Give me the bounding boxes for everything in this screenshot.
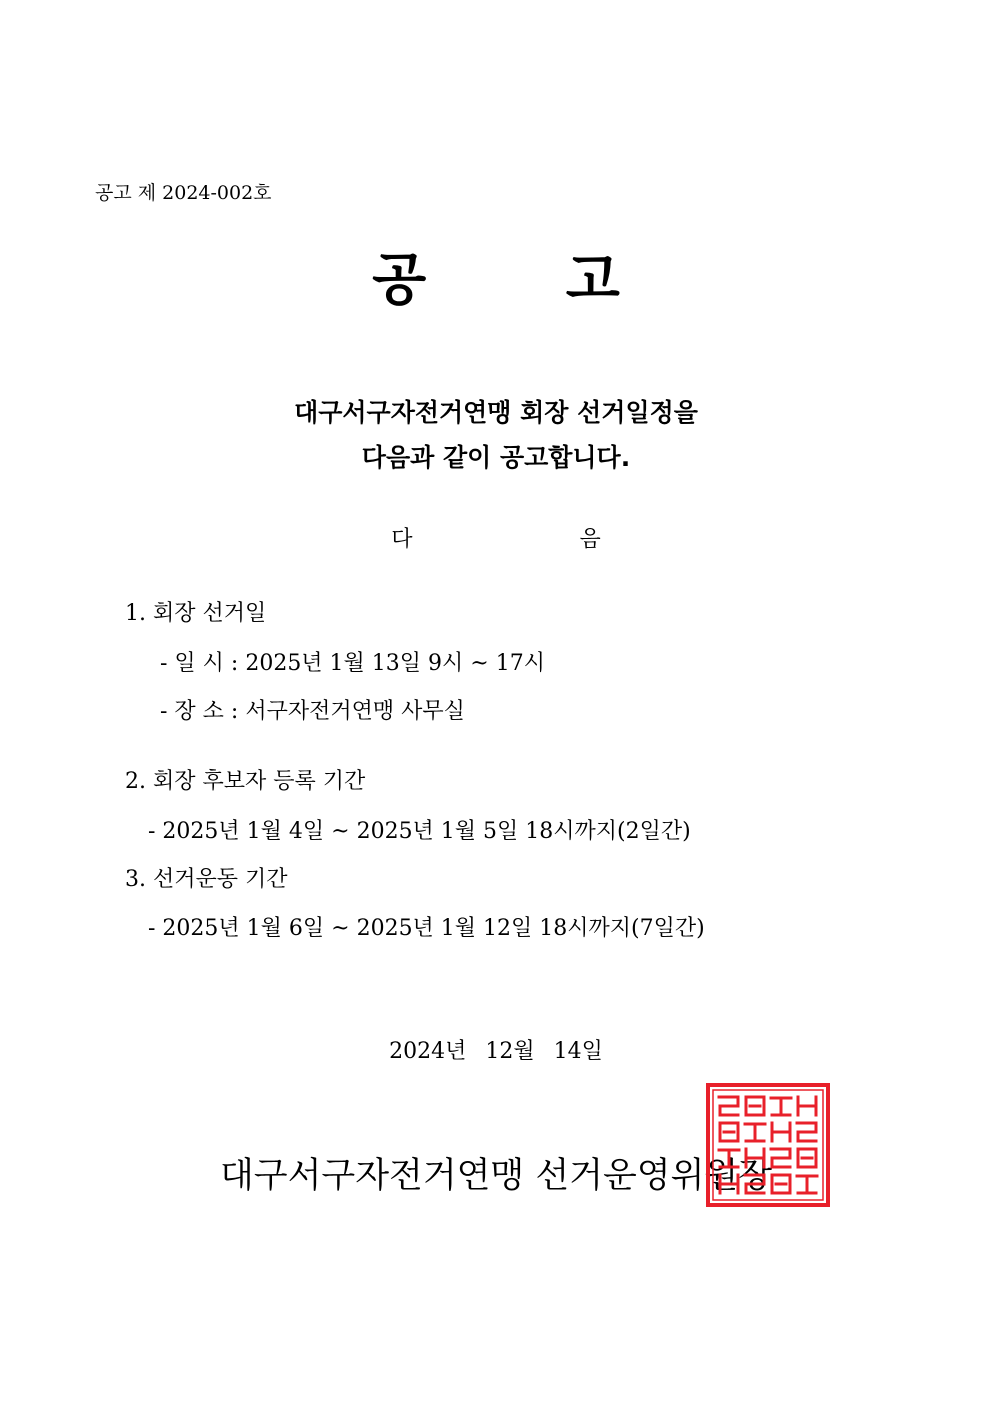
notice-title: 공 고 xyxy=(372,248,620,313)
seal-glyph xyxy=(772,1123,790,1141)
seal-glyph xyxy=(746,1149,764,1167)
signer-name: 대구서구자전거연맹 선거운영위원장 xyxy=(219,1156,773,1196)
intro-line-1: 대구서구자전거연맹 회장 선거일정을 xyxy=(294,398,698,427)
seal-glyph xyxy=(719,1150,739,1167)
seal-glyph xyxy=(745,1124,765,1141)
seal-glyph xyxy=(771,1149,790,1167)
seal-glyph xyxy=(720,1175,738,1193)
section-2-period: - 2025년 1월 4일 ~ 2025년 1월 5일 18시까지(2일간) xyxy=(148,819,691,844)
seal-glyph xyxy=(746,1097,764,1115)
seal-glyph xyxy=(772,1175,790,1193)
seal-glyph xyxy=(771,1098,791,1115)
seal-glyph xyxy=(745,1175,764,1193)
seal-glyph xyxy=(797,1123,816,1141)
seal-glyph xyxy=(719,1097,738,1115)
section-3-period: - 2025년 1월 6일 ~ 2025년 1월 12일 18시까지(7일간) xyxy=(148,916,705,941)
seal-glyph xyxy=(797,1176,817,1193)
seal-frame xyxy=(708,1085,828,1205)
seal-glyphs xyxy=(719,1097,817,1193)
seal-glyph xyxy=(798,1097,816,1115)
notice-date: 2024년 12월 14일 xyxy=(389,1039,603,1064)
section-heading: 다 음 xyxy=(391,527,601,552)
official-seal xyxy=(706,1083,830,1207)
section-2-title: 2. 회장 후보자 등록 기간 xyxy=(125,769,366,794)
intro-line-2: 다음과 같이 공고합니다. xyxy=(361,443,631,472)
seal-glyph xyxy=(798,1149,816,1167)
seal-glyph xyxy=(720,1123,738,1141)
notice-number: 공고 제 2024-002호 xyxy=(95,182,272,204)
section-1-place: - 장 소 : 서구자전거연맹 사무실 xyxy=(160,699,465,724)
section-1-title: 1. 회장 선거일 xyxy=(125,601,267,626)
section-1-datetime: - 일 시 : 2025년 1월 13일 9시 ~ 17시 xyxy=(160,651,545,676)
section-3-title: 3. 선거운동 기간 xyxy=(125,867,288,892)
